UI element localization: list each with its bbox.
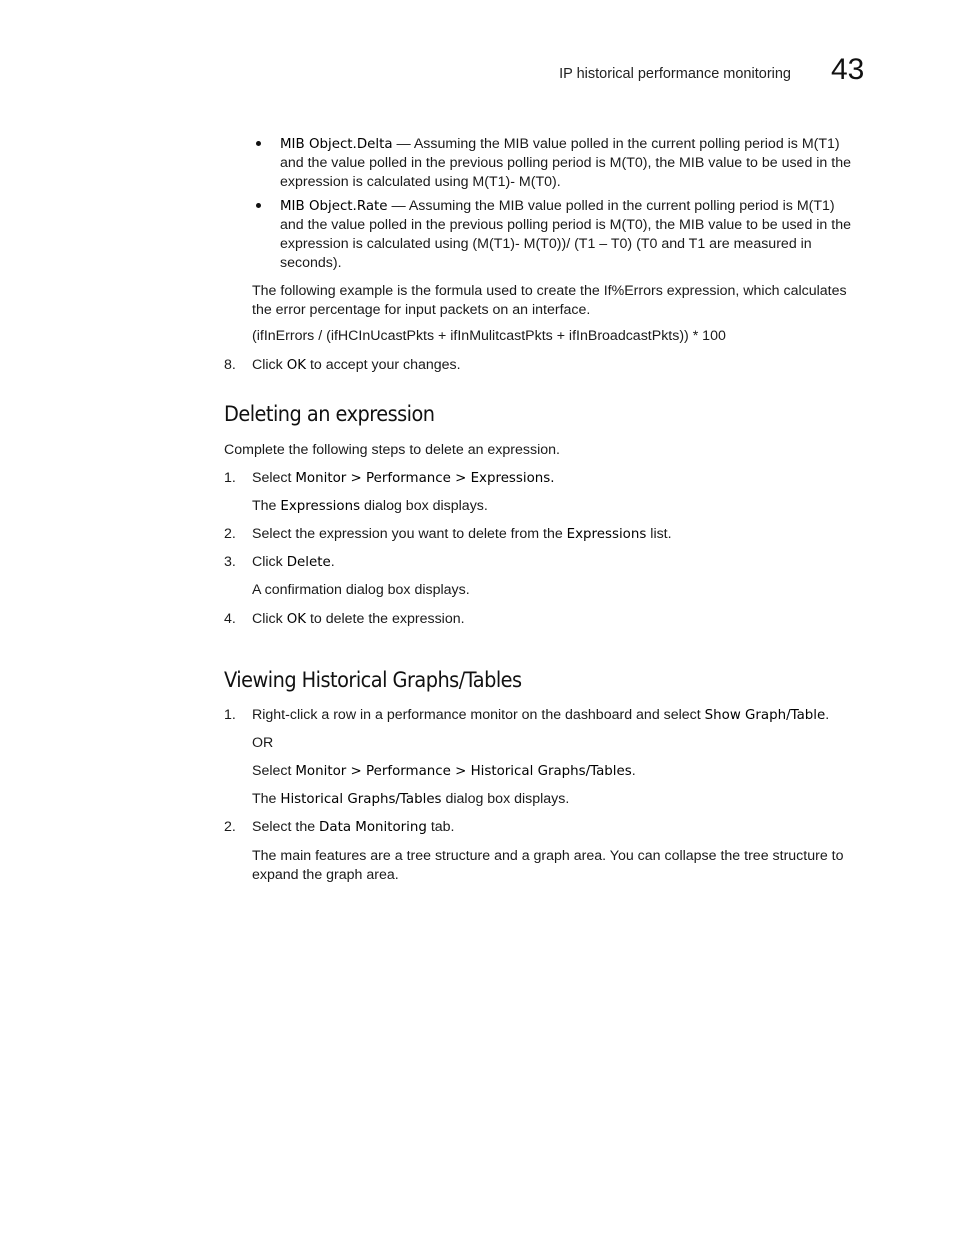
- ui-term: Data Monitoring: [319, 820, 427, 835]
- bullet-text: and the value polled in the previous polling period is M(T0), the MIB value to be used in the: [280, 155, 851, 171]
- step-text: Select the expression you want to delete from the: [252, 526, 567, 542]
- step-text: Click: [252, 357, 287, 373]
- view-step-2: [252, 818, 455, 837]
- example-paragraph: [252, 282, 882, 320]
- view-step-1: [252, 706, 829, 725]
- step-text: Select: [252, 470, 296, 486]
- ui-term: Historical Graphs/Tables: [280, 792, 442, 807]
- step-text: tab.: [426, 819, 455, 835]
- view-step-1-note: [252, 790, 569, 809]
- step-number: 8.: [224, 357, 236, 373]
- step-number: 1.: [224, 707, 236, 723]
- step-text: The: [252, 498, 281, 514]
- step-text: to delete the expression.: [306, 611, 465, 627]
- section-intro: Complete the following steps to delete an expression.: [224, 442, 560, 458]
- delete-step-2: [252, 525, 672, 544]
- example-text: The following example is the formula used to create the If%Errors expression, which calculates: [252, 283, 847, 299]
- delete-step-3: [252, 553, 335, 572]
- ui-term: Show Graph/Table: [704, 708, 826, 723]
- view-step-2-note: [252, 847, 882, 885]
- bullet-dot: [256, 141, 261, 146]
- step-text: .: [631, 763, 636, 779]
- ui-term: Delete: [286, 555, 331, 570]
- bullet-item-rate: [280, 197, 880, 273]
- step-text: Click: [252, 611, 287, 627]
- section-heading-delete: Deleting an expression: [224, 402, 435, 427]
- step-text: list.: [646, 526, 672, 542]
- chapter-number: 43: [831, 53, 865, 86]
- step-text: .: [330, 554, 335, 570]
- ui-term: MIB Object.Delta: [280, 137, 393, 152]
- step-text: .: [825, 707, 830, 723]
- step-text: Click: [252, 554, 287, 570]
- step-text: The: [252, 791, 281, 807]
- bullet-dot: [256, 203, 261, 208]
- step-number: 2.: [224, 819, 236, 835]
- ui-term: Monitor > Performance > Expressions.: [295, 471, 555, 486]
- step-text: Select the: [252, 819, 320, 835]
- step-text: to accept your changes.: [306, 357, 461, 373]
- step-8: [252, 356, 461, 375]
- ui-term: Expressions: [280, 499, 361, 514]
- section-heading-view: Viewing Historical Graphs/Tables: [224, 668, 522, 693]
- bullet-text: seconds).: [280, 255, 342, 271]
- view-step-1-or: OR: [252, 735, 274, 751]
- step-number: 2.: [224, 526, 236, 542]
- bullet-text: — Assuming the MIB value polled in the current polling period is M(T1): [392, 136, 840, 152]
- delete-step-4: [252, 610, 465, 629]
- step-number: 4.: [224, 611, 236, 627]
- bullet-text: and the value polled in the previous polling period is M(T0), the MIB value to be used in the: [280, 217, 851, 233]
- step-number: 3.: [224, 554, 236, 570]
- step-text: dialog box displays.: [360, 498, 488, 514]
- running-header-title: IP historical performance monitoring: [559, 66, 791, 82]
- example-text: the error percentage for input packets on an interface.: [252, 302, 591, 318]
- step-number: 1.: [224, 470, 236, 486]
- bullet-text: — Assuming the MIB value polled in the current polling period is M(T1): [387, 198, 835, 214]
- step-text: expand the graph area.: [252, 867, 399, 883]
- ui-term: Expressions: [566, 527, 647, 542]
- ui-term: MIB Object.Rate: [280, 199, 388, 214]
- step-text: The main features are a tree structure and a graph area. You can collapse the tree structure to: [252, 848, 844, 864]
- bullet-text: expression is calculated using M(T1)- M(T0).: [280, 174, 561, 190]
- view-step-1-alt: [252, 762, 636, 781]
- step-text: Select: [252, 763, 296, 779]
- formula: (ifInErrors / (ifHCInUcastPkts + ifInMulitcastPkts + ifInBroadcastPkts)) * 100: [252, 328, 726, 344]
- step-text: dialog box displays.: [441, 791, 570, 807]
- bullet-item-delta: [280, 135, 880, 192]
- delete-step-1: [252, 469, 555, 488]
- delete-step-1-note: [252, 497, 488, 516]
- ui-term: OK: [286, 358, 307, 373]
- bullet-text: expression is calculated using (M(T1)- M(T0))/ (T1 – T0) (T0 and T1 are measured in: [280, 236, 812, 252]
- ui-term: OK: [286, 612, 307, 627]
- delete-step-3-note: A confirmation dialog box displays.: [252, 582, 470, 598]
- step-text: Right-click a row in a performance monitor on the dashboard and select: [252, 707, 705, 723]
- ui-term: Monitor > Performance > Historical Graphs/Tables: [295, 764, 632, 779]
